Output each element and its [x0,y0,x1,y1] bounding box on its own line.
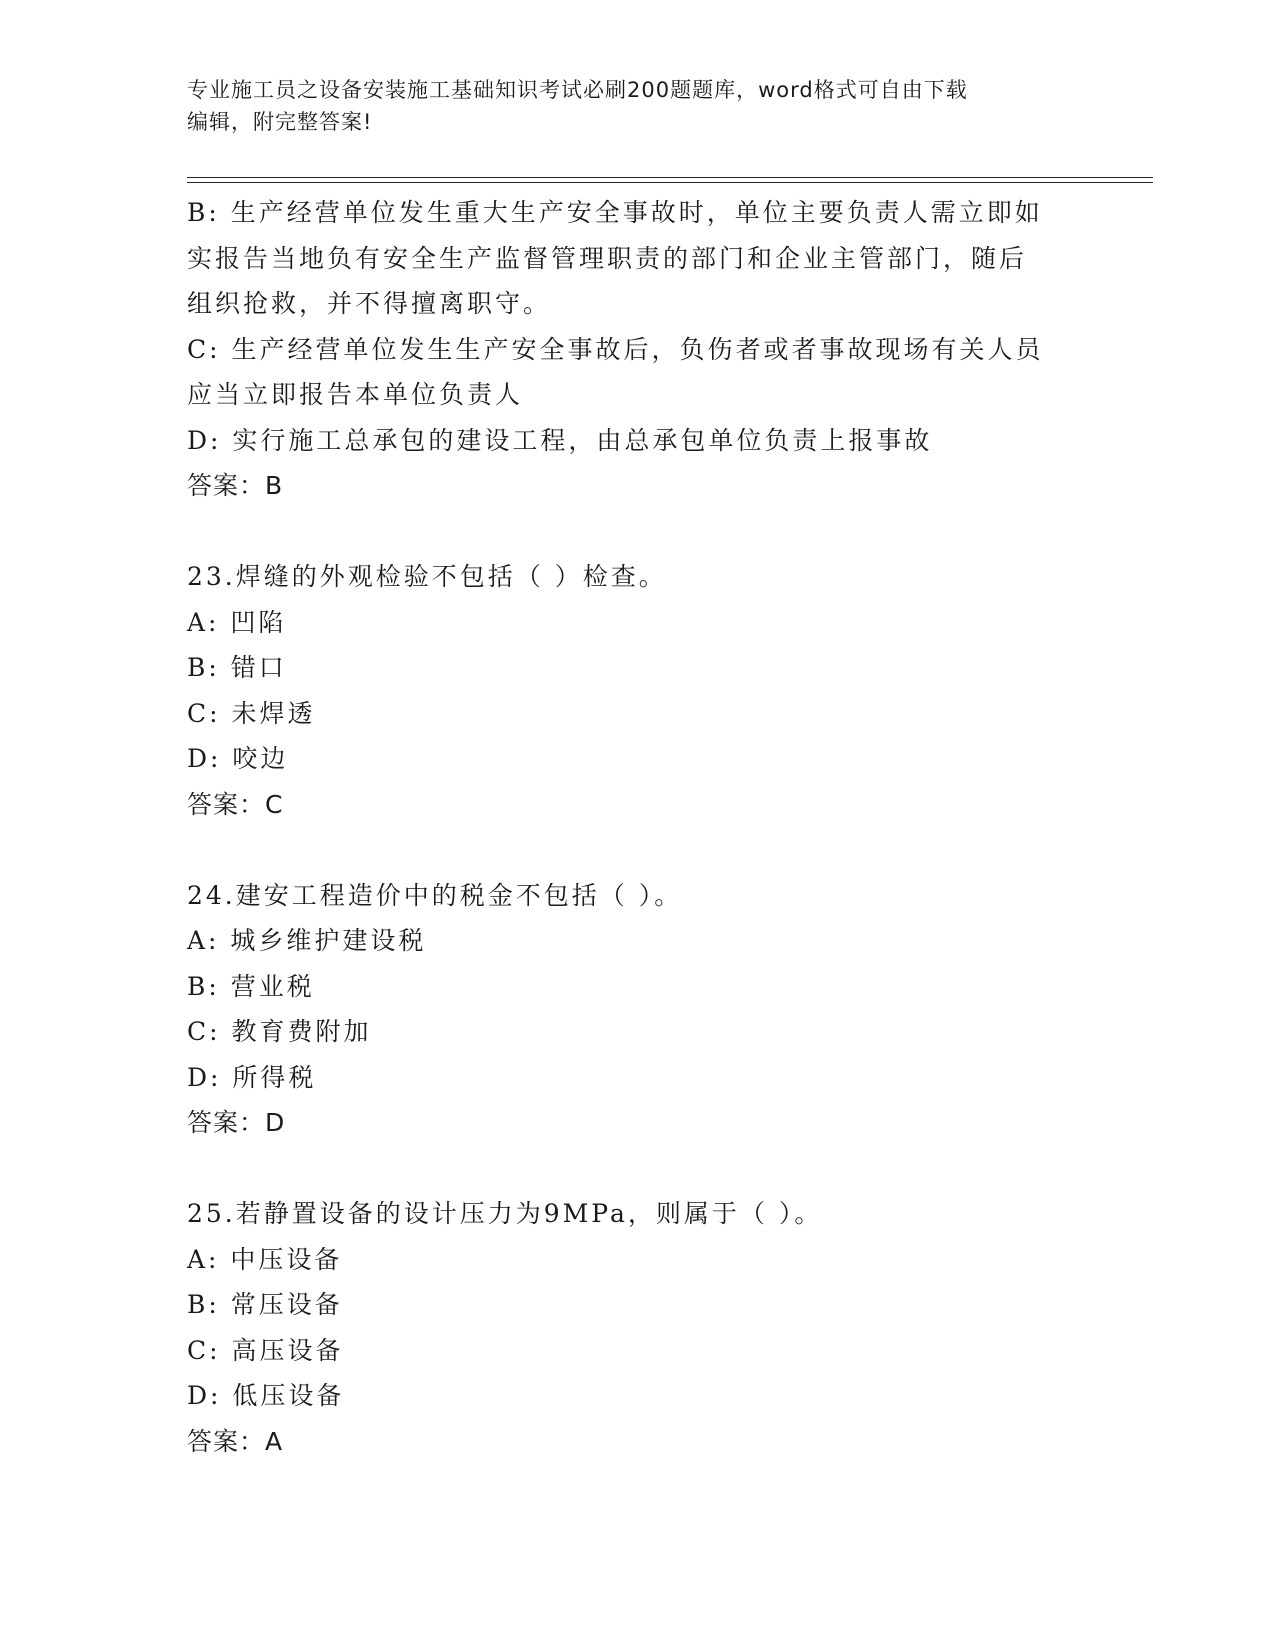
spacer [187,1146,1087,1192]
header-divider-top [187,177,1153,178]
answer-line: 答案：A [187,1426,284,1456]
option-d: D: 实行施工总承包的建设工程，由总承包单位负责上报事故 [187,425,933,455]
option-b-line: 组织抢救，并不得擅离职守。 [187,289,552,318]
option-d: D: 咬边 [187,744,289,773]
spacer [187,509,1087,555]
option-c-line: 应当立即报告本单位负责人 [187,380,524,409]
prev-question-block [187,190,1087,509]
option-a: A: 中压设备 [187,1244,343,1274]
header-title-line-2: 编辑，附完整答案! [187,110,373,134]
option-c: C: 未焊透 [187,698,316,728]
option-b: B: 营业税 [187,971,315,1001]
option-b-line: B: 生产经营单位发生重大生产安全事故时，单位主要负责人需立即如 [187,198,1043,227]
option-a: A: 凹陷 [187,607,287,637]
question-block-25 [187,1191,1087,1464]
answer-line: 答案：D [187,1108,286,1137]
option-b-line: 实报告当地负有安全生产监督管理职责的部门和企业主管部门，随后 [187,243,1028,273]
spacer [187,827,1087,873]
option-d: D: 所得税 [187,1062,317,1092]
question-block-23 [187,554,1087,827]
option-a: A: 城乡维护建设税 [187,926,427,955]
option-c: C: 教育费附加 [187,1017,372,1046]
option-b: B: 常压设备 [187,1290,343,1319]
question-stem: 23.焊缝的外观检验不包括（ ）检查。 [187,562,667,591]
question-stem: 25.若静置设备的设计压力为9MPa，则属于（ ）。 [187,1199,823,1228]
header-title-line-1: 专业施工员之设备安装施工基础知识考试必刷200题题库，word格式可自由下载 [187,78,968,102]
option-c-line: C: 生产经营单位发生生产安全事故后，负伤者或者事故现场有关人员 [187,334,1044,364]
question-block-24 [187,873,1087,1146]
question-content [187,190,1087,1464]
question-stem: 24.建安工程造价中的税金不包括（ ）。 [187,880,683,910]
document-header [187,74,1087,138]
answer-line: 答案：C [187,789,284,819]
option-b: B: 错口 [187,653,287,682]
option-d: D: 低压设备 [187,1381,345,1410]
header-divider-bottom [187,182,1153,183]
answer-line: 答案：B [187,471,284,500]
option-c: C: 高压设备 [187,1335,344,1365]
